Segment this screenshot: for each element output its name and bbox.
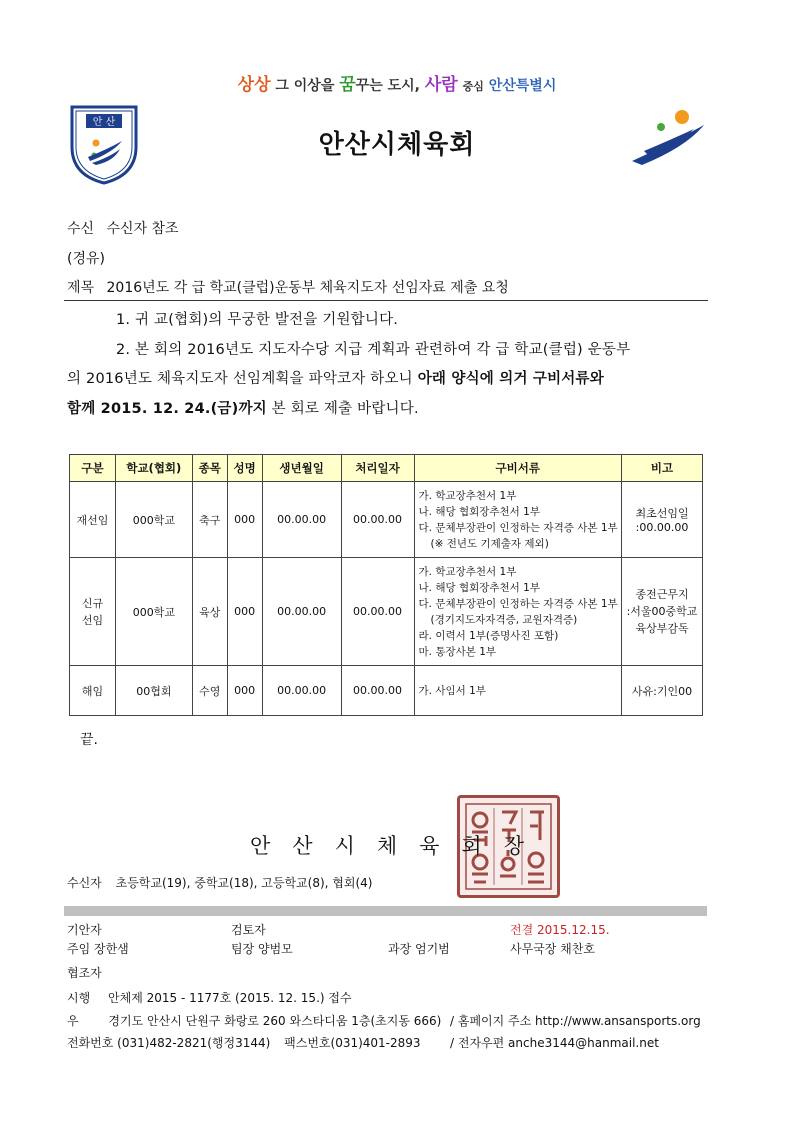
header-date: 처리일자 — [341, 455, 414, 482]
recipient-value: 수신자 참조 — [106, 221, 179, 237]
cell-sport: 수영 — [192, 666, 227, 716]
paragraph-1: 1. 귀 교(협회)의 무궁한 발전을 기원합니다. — [116, 312, 399, 328]
recipient-line — [67, 218, 179, 238]
cell-name: 000 — [227, 558, 262, 666]
note-line: :서울00중학교 — [626, 605, 698, 618]
note-line: 사유:기인00 — [631, 684, 693, 698]
end-mark: 끝. — [80, 732, 98, 748]
header-sport: 종목 — [192, 455, 227, 482]
note-line: 종전근무지 — [635, 588, 689, 601]
paragraph-2-line-1: 2. 본 회의 2016년도 지도자수당 지급 계획과 관련하여 각 급 학교(클럽) 운동부 — [116, 342, 631, 358]
note-line: :00.00.00 — [635, 521, 689, 534]
fax-number: 팩스번호(031)401-2893 — [284, 1036, 421, 1050]
slogan-text-1: 그 이상을 — [275, 78, 335, 94]
cell-note — [622, 482, 703, 558]
header-type: 구분 — [70, 455, 116, 482]
header-docs: 구비서류 — [414, 455, 622, 482]
subject-label: 제목 — [67, 280, 95, 296]
recipients-label: 수신자 — [67, 876, 102, 890]
cell-docs — [414, 558, 622, 666]
cell-date: 00.00.00 — [341, 482, 414, 558]
table-row — [70, 666, 703, 716]
doc-item: 다. 문체부장관이 인정하는 자격증 사본 1부 — [418, 597, 618, 610]
cell-sport: 축구 — [192, 482, 227, 558]
phone-line — [67, 1034, 421, 1051]
doc-item: 나. 해당 협회장추천서 1부 — [418, 581, 540, 594]
issuer-name: 안산시체육회장 — [250, 834, 547, 858]
cell-name: 000 — [227, 666, 262, 716]
cell-type: 해임 — [70, 666, 116, 716]
homepage-link[interactable]: / 홈페이지 주소 http://www.ansansports.org — [450, 1014, 701, 1028]
slogan-word-3: 사람 — [424, 75, 458, 95]
phone-number: 전화번호 (031)482-2821(행정3144) — [67, 1036, 271, 1050]
slogan — [0, 70, 794, 95]
cell-note — [622, 666, 703, 716]
drafter-label: 기안자 — [67, 923, 102, 937]
cell-birth: 00.00.00 — [262, 558, 341, 666]
final-label: 전결 — [510, 923, 534, 937]
doc-item: 가. 학교장추천서 1부 — [418, 565, 517, 578]
requirements-table — [69, 454, 703, 716]
reviewer-label: 검토자 — [231, 923, 266, 937]
cell-type: 신규 선임 — [70, 558, 116, 666]
doc-item: (※ 전년도 기제출자 제외) — [430, 537, 549, 550]
cell-note — [622, 558, 703, 666]
document-title: 안산시체육회 — [318, 130, 476, 160]
cooperation-label: 협조자 — [67, 966, 102, 980]
svg-text:안 산: 안 산 — [92, 117, 116, 128]
address-label: 우 — [67, 1014, 79, 1028]
doc-item: 가. 사임서 1부 — [418, 684, 486, 697]
subject-line — [67, 277, 509, 297]
email-link[interactable]: / 전자우편 anche3144@hanmail.net — [450, 1036, 659, 1050]
header-name: 성명 — [227, 455, 262, 482]
doc-item: (경기지도자자격증, 교원자격증) — [430, 613, 578, 626]
via-line: (경유) — [67, 251, 105, 267]
cell-sport: 육상 — [192, 558, 227, 666]
cell-date: 00.00.00 — [341, 666, 414, 716]
secretary-general: 사무국장 채찬호 — [510, 942, 595, 956]
cell-school: 000학교 — [115, 558, 192, 666]
slogan-text-3: 중심 — [462, 80, 484, 93]
cell-birth: 00.00.00 — [262, 482, 341, 558]
cell-docs — [414, 666, 622, 716]
enforcement-line — [67, 989, 352, 1006]
doc-item: 라. 이력서 1부(증명사진 포함) — [418, 629, 559, 642]
doc-item: 마. 통장사본 1부 — [418, 645, 497, 658]
header-birth: 생년월일 — [262, 455, 341, 482]
doc-item: 가. 학교장추천서 1부 — [418, 489, 517, 502]
note-line: 육상부감독 — [635, 622, 689, 635]
recipient-label: 수신 — [67, 221, 95, 237]
final-approval — [510, 921, 610, 938]
note-line: 최초선임일 — [635, 507, 689, 520]
paragraph-2-line-3 — [67, 397, 419, 418]
cell-date: 00.00.00 — [341, 558, 414, 666]
director: 과장 엄기범 — [388, 942, 450, 956]
table-header-row — [70, 455, 703, 482]
table-row — [70, 482, 703, 558]
approval-divider — [64, 906, 707, 916]
cell-name: 000 — [227, 482, 262, 558]
paragraph-2-line-3-text: 본 회로 제출 바랍니다. — [266, 401, 419, 417]
enforcement-value: 안체제 2015 - 1177호 (2015. 12. 15.) 접수 — [108, 991, 352, 1005]
cell-school: 00협회 — [115, 666, 192, 716]
doc-item: 다. 문체부장관이 인정하는 자격증 사본 1부 — [418, 521, 618, 534]
cell-school: 000학교 — [115, 482, 192, 558]
final-date: 2015.12.15. — [537, 923, 610, 937]
staff: 주임 장한샘 — [67, 942, 129, 956]
slogan-text-2: 꾸는 도시, — [355, 78, 420, 94]
header-school: 학교(협회) — [115, 455, 192, 482]
deadline-bold-text: 함께 2015. 12. 24.(금)까지 — [67, 401, 267, 417]
enforcement-label: 시행 — [67, 991, 91, 1005]
doc-item: 나. 해당 협회장추천서 1부 — [418, 505, 540, 518]
paragraph-2-line-2 — [67, 367, 604, 388]
address-value: 경기도 안산시 단원구 화랑로 260 와스타디움 1층(초지동 666) — [108, 1014, 442, 1028]
header-note: 비고 — [622, 455, 703, 482]
recipients-line — [67, 874, 372, 891]
city-logo-icon — [628, 105, 710, 171]
subject-divider — [64, 300, 708, 301]
recipients-value: 초등학교(19), 중학교(18), 고등학교(8), 협회(4) — [115, 876, 373, 890]
table-row — [70, 558, 703, 666]
address-line — [67, 1012, 441, 1029]
slogan-word-2: 꿈 — [339, 75, 356, 95]
slogan-city: 안산특별시 — [488, 78, 557, 94]
cell-docs — [414, 482, 622, 558]
cell-birth: 00.00.00 — [262, 666, 341, 716]
paragraph-2-line-2-text: 의 2016년도 체육지도자 선임계획을 파악코자 하오니 — [67, 371, 418, 387]
team-lead: 팀장 양범모 — [231, 942, 293, 956]
slogan-word-1: 상상 — [237, 75, 271, 95]
subject-value: 2016년도 각 급 학교(클럽)운동부 체육지도자 선임자료 제출 요청 — [106, 280, 509, 296]
cell-type: 재선임 — [70, 482, 116, 558]
paragraph-2-bold-text: 아래 양식에 의거 구비서류와 — [417, 371, 604, 387]
